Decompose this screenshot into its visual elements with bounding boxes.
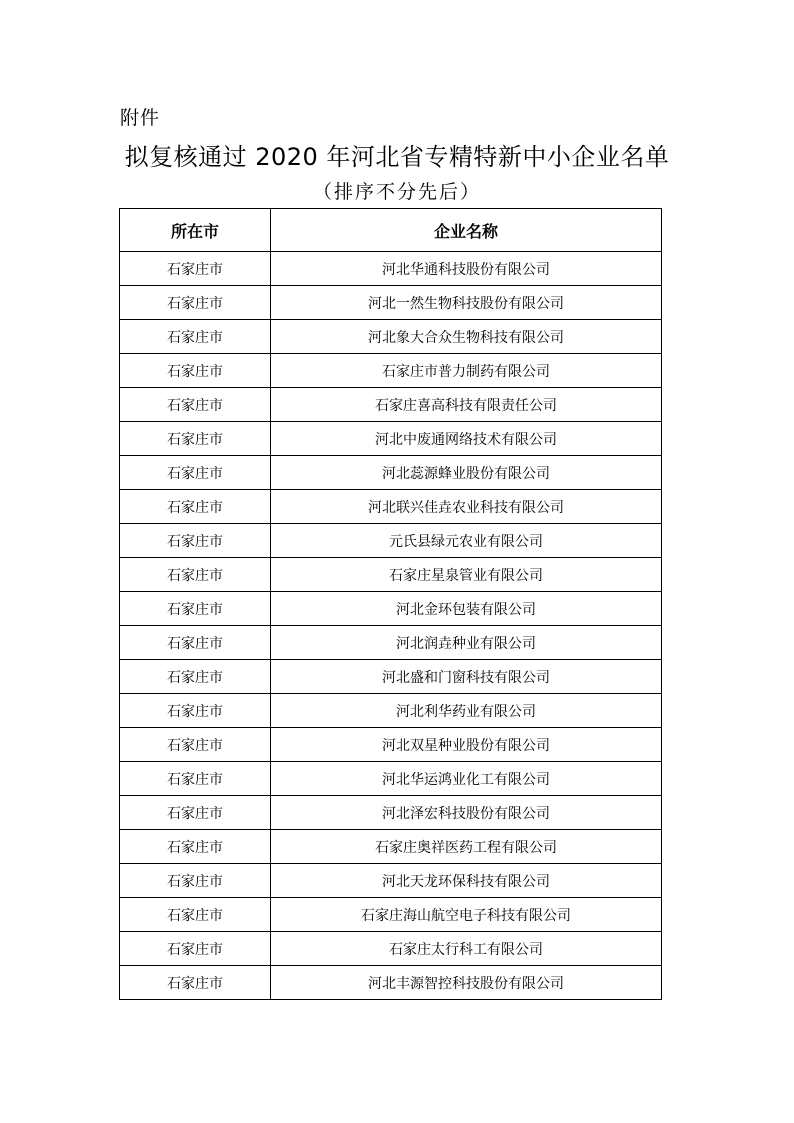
table-row (120, 660, 662, 694)
company-name-cell: 河北华通科技股份有限公司 (271, 252, 662, 286)
table-row (120, 728, 662, 762)
column-header-company: 企业名称 (271, 209, 662, 252)
company-name-cell: 石家庄喜高科技有限责任公司 (271, 388, 662, 422)
table-row (120, 626, 662, 660)
table-header-row (120, 209, 662, 252)
table-row (120, 320, 662, 354)
company-name-cell: 河北金环包装有限公司 (271, 592, 662, 626)
company-name-cell: 河北天龙环保科技有限公司 (271, 864, 662, 898)
city-cell: 石家庄市 (120, 252, 271, 286)
city-cell: 石家庄市 (120, 796, 271, 830)
table-row (120, 354, 662, 388)
attachment-label: 附件 (120, 107, 161, 129)
table-row (120, 762, 662, 796)
company-name-cell: 河北蕊源蜂业股份有限公司 (271, 456, 662, 490)
company-name-cell: 河北泽宏科技股份有限公司 (271, 796, 662, 830)
city-cell: 石家庄市 (120, 286, 271, 320)
city-cell: 石家庄市 (120, 694, 271, 728)
city-cell: 石家庄市 (120, 660, 271, 694)
company-name-cell: 河北润垚种业有限公司 (271, 626, 662, 660)
city-cell: 石家庄市 (120, 728, 271, 762)
company-name-cell: 石家庄海山航空电子科技有限公司 (271, 898, 662, 932)
table-body (120, 252, 662, 1000)
table-row (120, 456, 662, 490)
table-row (120, 388, 662, 422)
column-header-city: 所在市 (120, 209, 271, 252)
city-cell: 石家庄市 (120, 524, 271, 558)
page-title: 拟复核通过 2020 年河北省专精特新中小企业名单 (124, 143, 670, 171)
company-name-cell: 河北丰源智控科技股份有限公司 (271, 966, 662, 1000)
company-name-cell: 河北联兴佳垚农业科技有限公司 (271, 490, 662, 524)
company-name-cell: 河北中废通网络技术有限公司 (271, 422, 662, 456)
company-name-cell: 石家庄太行科工有限公司 (271, 932, 662, 966)
table-row (120, 422, 662, 456)
city-cell: 石家庄市 (120, 388, 271, 422)
city-cell: 石家庄市 (120, 422, 271, 456)
table-row (120, 490, 662, 524)
company-name-cell: 元氏县绿元农业有限公司 (271, 524, 662, 558)
table-row (120, 558, 662, 592)
city-cell: 石家庄市 (120, 626, 271, 660)
company-name-cell: 河北一然生物科技股份有限公司 (271, 286, 662, 320)
city-cell: 石家庄市 (120, 762, 271, 796)
table-row (120, 898, 662, 932)
table-row (120, 864, 662, 898)
city-cell: 石家庄市 (120, 864, 271, 898)
company-table (119, 208, 662, 1000)
table-row (120, 694, 662, 728)
table-row (120, 592, 662, 626)
page-subtitle: （排序不分先后） (312, 181, 481, 203)
city-cell: 石家庄市 (120, 320, 271, 354)
city-cell: 石家庄市 (120, 490, 271, 524)
city-cell: 石家庄市 (120, 898, 271, 932)
company-name-cell: 河北象大合众生物科技有限公司 (271, 320, 662, 354)
table-row (120, 932, 662, 966)
table-row (120, 830, 662, 864)
table-row (120, 524, 662, 558)
city-cell: 石家庄市 (120, 558, 271, 592)
company-name-cell: 河北利华药业有限公司 (271, 694, 662, 728)
city-cell: 石家庄市 (120, 932, 271, 966)
city-cell: 石家庄市 (120, 456, 271, 490)
table-row (120, 286, 662, 320)
city-cell: 石家庄市 (120, 592, 271, 626)
city-cell: 石家庄市 (120, 354, 271, 388)
company-name-cell: 石家庄星泉管业有限公司 (271, 558, 662, 592)
table-row (120, 796, 662, 830)
company-name-cell: 石家庄市普力制药有限公司 (271, 354, 662, 388)
company-name-cell: 河北华运鸿业化工有限公司 (271, 762, 662, 796)
city-cell: 石家庄市 (120, 830, 271, 864)
company-name-cell: 河北盛和门窗科技有限公司 (271, 660, 662, 694)
company-name-cell: 河北双星种业股份有限公司 (271, 728, 662, 762)
table-row (120, 252, 662, 286)
table-row (120, 966, 662, 1000)
company-name-cell: 石家庄奥祥医药工程有限公司 (271, 830, 662, 864)
city-cell: 石家庄市 (120, 966, 271, 1000)
